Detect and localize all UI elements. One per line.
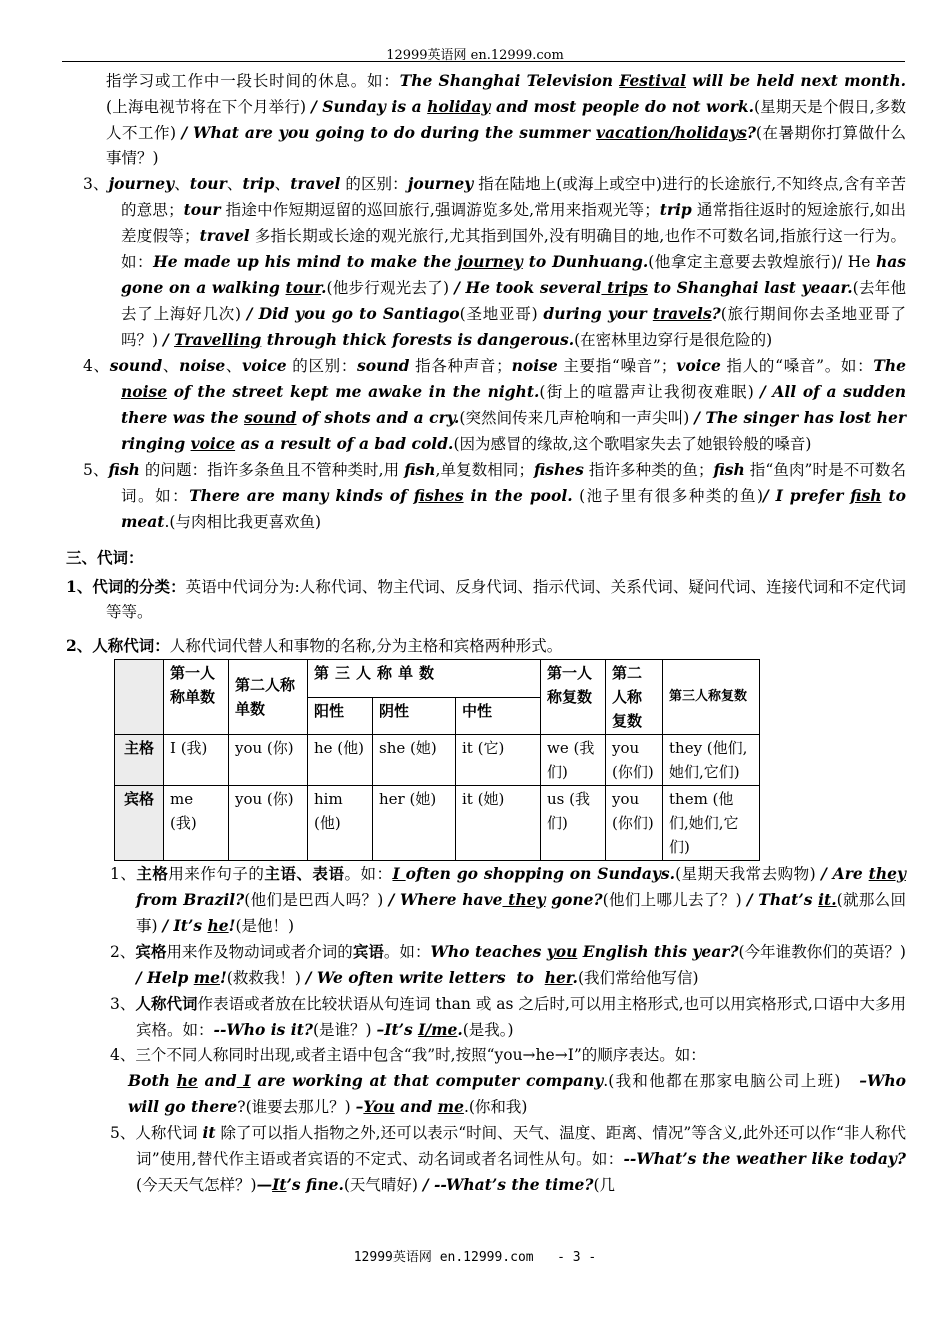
header-neuter: 中性 xyxy=(456,697,541,735)
header-rule xyxy=(62,61,905,62)
paragraph-pronoun-types xyxy=(66,574,906,625)
header-feminine: 阴性 xyxy=(373,697,456,735)
table-cell: we (我们) xyxy=(541,735,606,786)
paragraph-fish: 5、fish 的问题：指许多条鱼且不管种类时,用 fish,单复数相同；fishes 指许多种类的鱼；fish 指“鱼肉”时是不可数名词。如：There are many kinds of fishes in the pool. (池子里有很多种类的鱼)/ I prefer fish to meat.(与肉相比我更喜欢鱼) xyxy=(83,460,906,531)
paragraph-predicative-usage: 3、人称代词作表语或者放在比较状语从句连词 than 或 as 之后时,可以用主格形式,也可以用宾格形式,口语中大多用宾格。如：--Who is it?(是谁？) –It’s I/me.(是我。) xyxy=(110,994,906,1039)
document-body xyxy=(66,68,906,1198)
table-corner xyxy=(115,660,164,735)
paragraph-holiday-cont: 指学习或工作中一段长时间的休息。如：The Shanghai Television Festival will be held next month.(上海电视节将在下个月举行) / Sunday is a holiday and most people do not work.(星期天是个假日,多数人不工作) / What are you going to do during the summer vacation/holidays?(在暑期你打算做什么事情？) xyxy=(106,71,906,167)
page-footer xyxy=(0,1246,950,1265)
table-cell: him (他) xyxy=(308,786,373,861)
table-cell: you (你们) xyxy=(606,786,663,861)
page-number: - 3 - xyxy=(557,1250,597,1265)
table-row xyxy=(115,786,760,861)
paragraph-personal-pronoun xyxy=(66,633,906,659)
paragraph-objective-usage: 2、宾格用来作及物动词或者介词的宾语。如：Who teaches you English this year?(今年谁教你们的英语？) / Help me!(救救我！) / We often write letters to her.(我们常给他写信) xyxy=(110,942,906,987)
table-row xyxy=(115,735,760,786)
paragraph-sound: 4、sound、noise、voice 的区别：sound 指各种声音；noise 主要指“噪音”；voice 指人的“嗓音”。如：The noise of the street kept me awake in the night.(街上的喧嚣声让我彻夜难眠) / All of a sudden there was the sound of shots and a cry.(突然间传来几声枪响和一声尖叫) / The singer has lost her ringing voice as a result of a bad cold.(因为感冒的缘故,这个歌唱家失去了她银铃般的嗓音) xyxy=(83,356,906,453)
paragraph-order-usage: 4、三个不同人称同时出现,或者主语中包含“我”时,按照“you→he→I”的顺序表达。如： xyxy=(110,1046,706,1064)
paragraph-it-usage: 5、人称代词 it 除了可以指人指物之外,还可以表示“时间、天气、温度、距离、情况”等含义,此外还可以作“非人称代词”使用,替代作主语或者宾语的不定式、动名词或者名词性从句。如：--What’s the weather like today?(今天天气怎样？)—It’s fine.(天气晴好) / --What’s the time?(几 xyxy=(110,1123,906,1194)
table-cell: you (你) xyxy=(229,735,308,786)
row-label-objective: 宾格 xyxy=(115,786,164,861)
paragraph-order-examples: Both he and I are working at that computer company.(我和他都在那家电脑公司上班) –Who will go there?(谁要去那儿？) –You and me.(你和我) xyxy=(128,1071,907,1116)
item1-text: 英语中代词分为:人称代词、物主代词、反身代词、指示代词、关系代词、疑问代词、连接代词和不定代词等等。 xyxy=(106,578,906,621)
header-second-singular: 第二人称单数 xyxy=(229,660,308,735)
table-cell: they (他们,她们,它们) xyxy=(663,735,760,786)
table-cell: I (我) xyxy=(164,735,229,786)
header-first-singular: 第一人称单数 xyxy=(164,660,229,735)
table-cell: her (她) xyxy=(373,786,456,861)
personal-pronoun-table xyxy=(114,659,760,861)
item2-title: 2、人称代词： xyxy=(66,636,170,655)
page-header: 12999英语网 en.12999.com xyxy=(386,48,564,63)
table-cell: she (她) xyxy=(373,735,456,786)
header-second-plural: 第二人称复数 xyxy=(606,660,663,735)
section-title-pronouns: 三、代词： xyxy=(66,548,144,567)
item2-text: 人称代词代替人和事物的名称,分为主格和宾格两种形式。 xyxy=(169,637,563,655)
row-label-nominative: 主格 xyxy=(115,735,164,786)
paragraph-nominative-usage: 1、主格用来作句子的主语、表语。如：I often go shopping on Sundays.(星期天我常去购物) / Are they from Brazil?(他们是巴西人吗？) / Where have they gone?(他们上哪儿去了？) / That’s it.(就那么回事) / It’s he!(是他！) xyxy=(110,864,906,935)
item1-title: 1、代词的分类： xyxy=(66,577,186,596)
paragraph-journey: 3、journey、tour、trip、travel 的区别：journey 指在陆地上(或海上或空中)进行的长途旅行,不知终点,含有辛苦的意思；tour 指途中作短期逗留的巡回旅行,强调游览多处,常用来指观光等；trip 通常指往返时的短途旅行,如出差度假等；travel 多指长期或长途的观光旅行,尤其指到国外,没有明确目的地,也作不可数名词,指旅行这一行为。如：He made up his mind to make the journey to Dunhuang.(他拿定主意要去敦煌旅行)/ He has gone on a walking tour.(他步行观光去了) / He took several trips to Shanghai last yeaar.(去年他去了上海好几次) / Did you go to Santiago(圣地亚哥) during your travels?(旅行期间你去圣地亚哥了吗？) / Travelling through thick forests is dangerous.(在密林里边穿行是很危险的) xyxy=(83,174,906,349)
table-cell: he (他) xyxy=(308,735,373,786)
table-cell: me (我) xyxy=(164,786,229,861)
header-third-singular: 第三人称单数 xyxy=(308,660,541,698)
table-cell: them (他们,她们,它们) xyxy=(663,786,760,861)
table-cell: you (你) xyxy=(229,786,308,861)
table-cell: us (我们) xyxy=(541,786,606,861)
footer-site: 12999英语网 en.12999.com xyxy=(353,1250,534,1265)
table-cell: it (她) xyxy=(456,786,541,861)
table-cell: it (它) xyxy=(456,735,541,786)
header-third-plural: 第三人称复数 xyxy=(663,660,760,735)
table-cell: you (你们) xyxy=(606,735,663,786)
header-first-plural: 第一人称复数 xyxy=(541,660,606,735)
header-masculine: 阳性 xyxy=(308,697,373,735)
